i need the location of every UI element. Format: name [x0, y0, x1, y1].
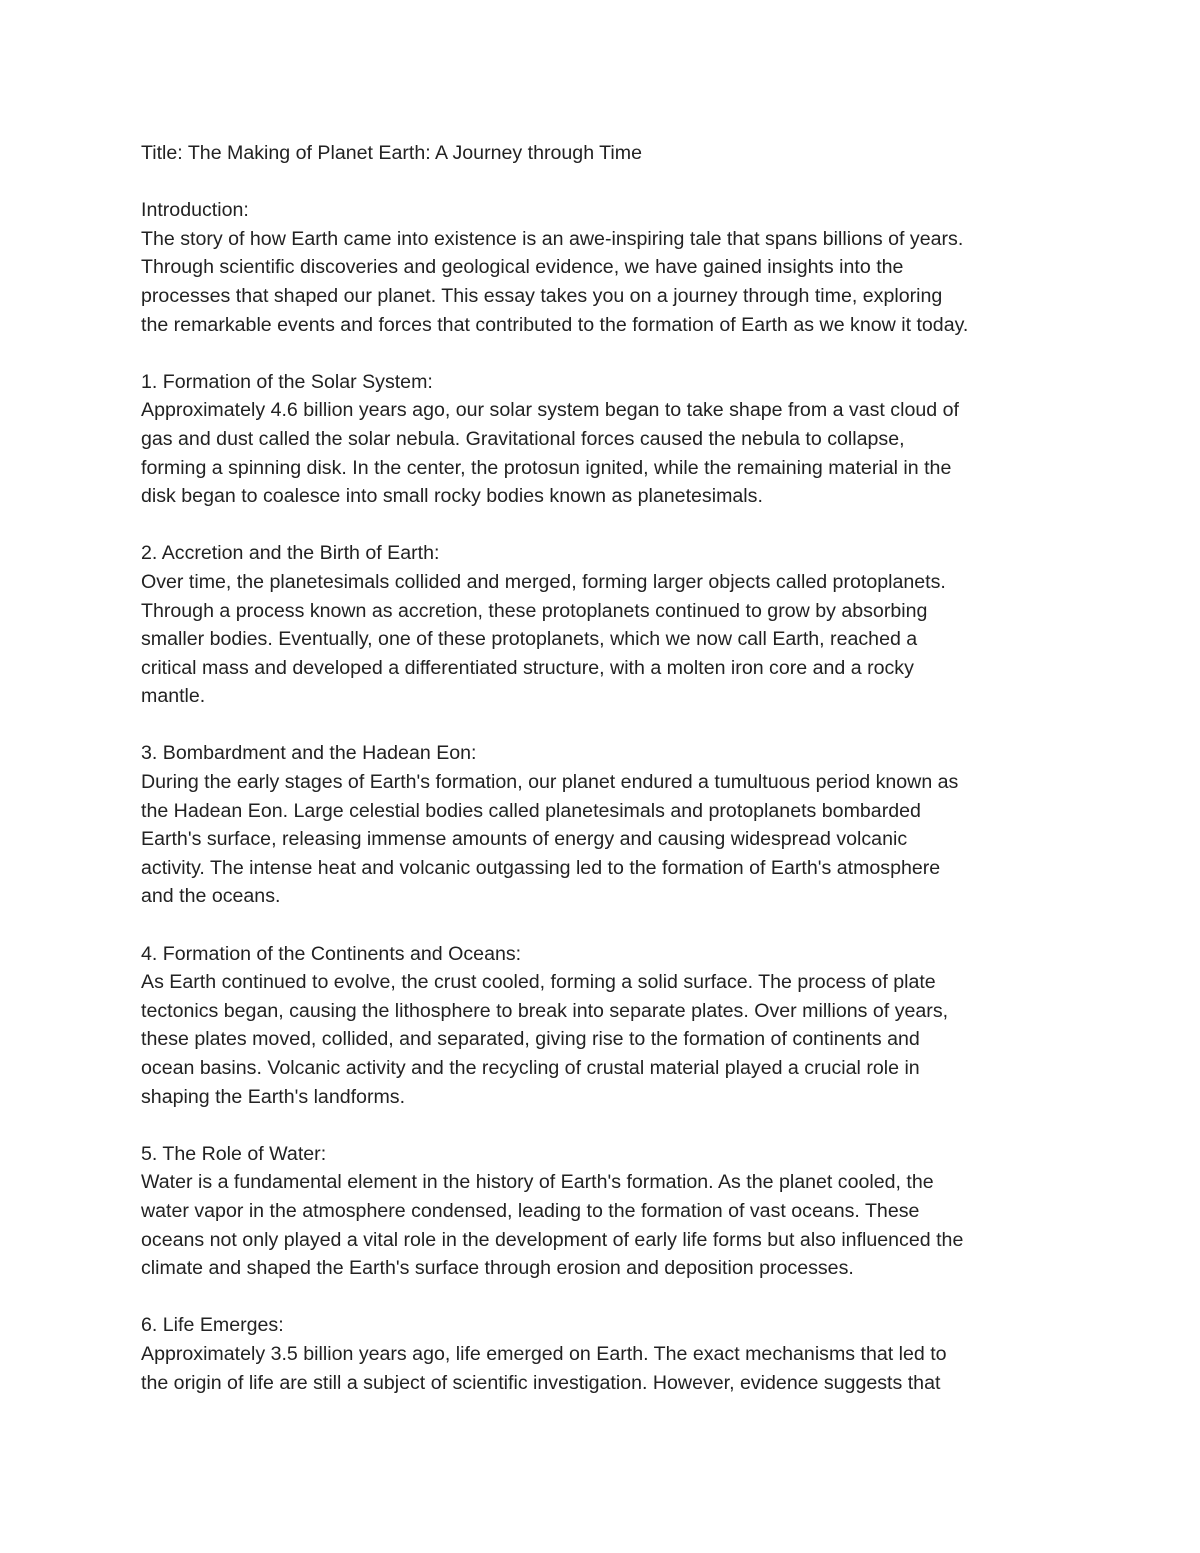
- paragraph-line: Approximately 4.6 billion years ago, our solar system began to take shape from a vast cloud of: [141, 399, 959, 422]
- section-heading: 5. The Role of Water:: [141, 1142, 327, 1165]
- paragraph-line: ocean basins. Volcanic activity and the recycling of crustal material played a crucial role in: [141, 1057, 920, 1079]
- document-body: [141, 139, 1071, 1397]
- paragraph-line: Over time, the planetesimals collided and merged, forming larger objects called protoplanets.: [141, 570, 946, 593]
- paragraph-line: these plates moved, collided, and separated, giving rise to the formation of continents and: [141, 1028, 920, 1051]
- paragraph-gap: [141, 1111, 1071, 1140]
- section-life-emerges: [141, 1311, 1071, 1397]
- paragraph-line: shaping the Earth's landforms.: [141, 1085, 406, 1108]
- paragraph-line: tectonics began, causing the lithosphere to break into separate plates. Over millions of years,: [141, 999, 949, 1022]
- paragraph-gap: [141, 339, 1071, 368]
- section-heading: 4. Formation of the Continents and Oceans:: [141, 942, 522, 965]
- section-heading: Introduction:: [141, 199, 249, 222]
- paragraph-gap: [141, 1283, 1071, 1312]
- paragraph-line: mantle.: [141, 685, 206, 708]
- paragraph-line: disk began to coalesce into small rocky bodies known as planetesimals.: [141, 485, 763, 508]
- document-title: Title: The Making of Planet Earth: A Journey through Time: [141, 142, 642, 164]
- section-solar-system: [141, 368, 1071, 511]
- paragraph-line: processes that shaped our planet. This essay takes you on a journey through time, exploring: [141, 284, 943, 307]
- paragraph-line: the remarkable events and forces that contributed to the formation of Earth as we know it today.: [141, 313, 969, 336]
- paragraph-line: forming a spinning disk. In the center, the protosun ignited, while the remaining material in the: [141, 456, 952, 479]
- paragraph-line: water vapor in the atmosphere condensed, leading to the formation of vast oceans. These: [141, 1199, 920, 1222]
- paragraph-line: smaller bodies. Eventually, one of these protoplanets, which we now call Earth, reached a: [141, 628, 918, 651]
- section-heading: 3. Bombardment and the Hadean Eon:: [141, 742, 477, 765]
- section-heading: 6. Life Emerges:: [141, 1314, 284, 1337]
- paragraph-gap: [141, 511, 1071, 540]
- section-heading: 1. Formation of the Solar System:: [141, 370, 433, 393]
- paragraph-line: climate and shaped the Earth's surface through erosion and deposition processes.: [141, 1257, 854, 1280]
- paragraph-line: The story of how Earth came into existence is an awe-inspiring tale that spans billions of years.: [141, 227, 964, 250]
- paragraph-line: gas and dust called the solar nebula. Gravitational forces caused the nebula to collapse,: [141, 427, 905, 450]
- paragraph-line: and the oceans.: [141, 885, 281, 908]
- paragraph-line: Through a process known as accretion, these protoplanets continued to grow by absorbing: [141, 599, 928, 622]
- section-introduction: [141, 196, 1071, 339]
- paragraph-line: the Hadean Eon. Large celestial bodies called planetesimals and protoplanets bombarded: [141, 799, 921, 822]
- paragraph-line: oceans not only played a vital role in the development of early life forms but also influenced the: [141, 1228, 964, 1251]
- paragraph-gap: [141, 911, 1071, 940]
- section-continents-oceans: [141, 940, 1071, 1112]
- paragraph-gap: [141, 711, 1071, 740]
- paragraph-line: During the early stages of Earth's formation, our planet endured a tumultuous period known as: [141, 771, 959, 794]
- paragraph-line: Through scientific discoveries and geological evidence, we have gained insights into the: [141, 256, 904, 279]
- paragraph-line: As Earth continued to evolve, the crust cooled, forming a solid surface. The process of plate: [141, 971, 936, 994]
- paragraph-line: activity. The intense heat and volcanic outgassing led to the formation of Earth's atmosphere: [141, 856, 941, 879]
- paragraph-line: Earth's surface, releasing immense amounts of energy and causing widespread volcanic: [141, 828, 908, 851]
- paragraph-line: Water is a fundamental element in the history of Earth's formation. As the planet cooled, the: [141, 1171, 934, 1194]
- paragraph-line: the origin of life are still a subject of scientific investigation. However, evidence suggests that: [141, 1371, 941, 1394]
- paragraph-line: critical mass and developed a differentiated structure, with a molten iron core and a rocky: [141, 656, 914, 679]
- section-role-of-water: [141, 1140, 1071, 1283]
- paragraph-line: Approximately 3.5 billion years ago, life emerged on Earth. The exact mechanisms that led to: [141, 1342, 947, 1365]
- section-hadean-eon: [141, 739, 1071, 911]
- section-heading: 2. Accretion and the Birth of Earth:: [141, 542, 440, 565]
- section-accretion: [141, 539, 1071, 711]
